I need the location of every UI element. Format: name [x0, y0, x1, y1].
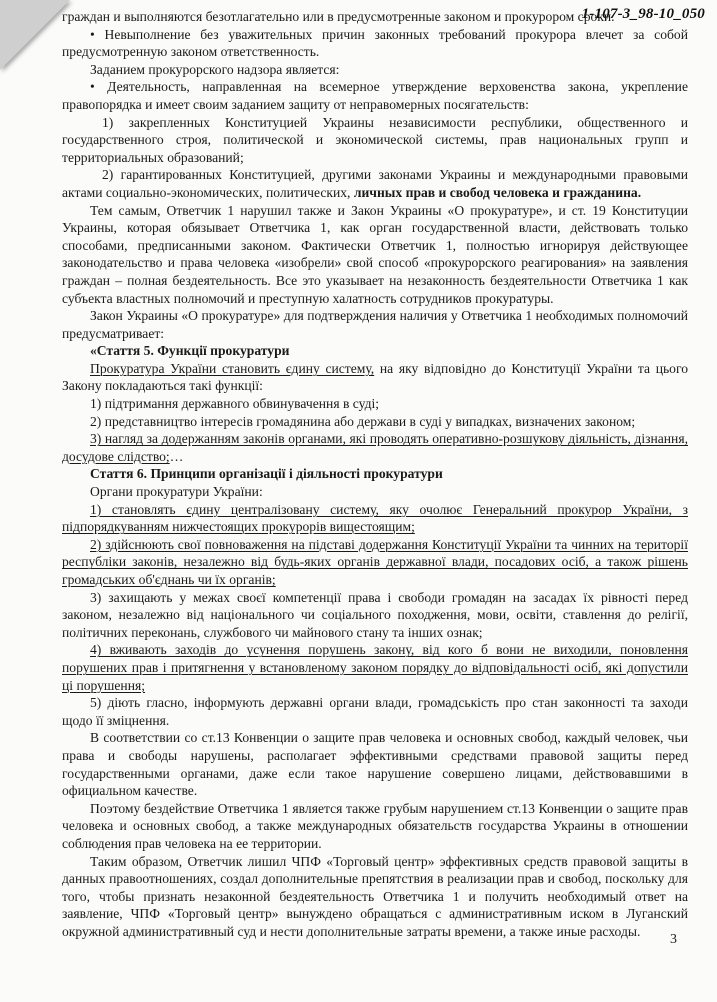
article-5-intro-rest: на яку відповідно до Конституції України та цього Закону покладаються такі функції: [62, 360, 689, 394]
article-6-intro: Органи прокуратури України: [90, 484, 263, 500]
article-6-item-2-text: 2) здійснюють свої повноваження на підставі додержання Конституції України та чинних на території республіки законів, незалежно від будь-яких органів державної влади, посадових осіб, а також рішень громадських об'єднань чи їх органів; [62, 536, 688, 587]
document-body [62, 8, 688, 940]
article-5-item-3 [62, 430, 688, 465]
paragraph-convention-violation: Поэтому бездействие Ответчика 1 является также грубым нарушением ст.13 Конвенции о защите прав человека и основных свобод, а также международных обязательств государства Украины в отношении соблюдения прав человека на ее территории. [62, 800, 688, 851]
paragraph-item-2 [62, 166, 688, 201]
paragraph-item-2-text: 2) гарантированных Конституцией, другими законами Украины и международными правовыми актами социально-экономических, политических, [62, 167, 688, 200]
folded-corner [0, 0, 70, 70]
article-5-intro-underlined: Прокуратура України становить єдину систему, [90, 360, 375, 376]
article-5-item-3-text: 3) нагляд за додержанням законів органами, які проводять оперативно-розшукову діяльність, дізнання, досудове слідство; [62, 431, 688, 464]
paragraph-item-1: 1) закрепленных Конституцией Украины независимости республики, общественного и государственного строя, политической и экономической системы, прав национальных групп и территориальных образований; [62, 114, 688, 165]
article-6-item-4-text: 4) вживають заходів до усунення порушень закону, від кого б вони не виходили, поновлення порушених прав і притягнення у встановленому законом порядку до відповідальності осіб, які допустили ці порушення; [62, 642, 688, 693]
article-6-item-1-text: 1) становлять єдину централізовану систему, яку очолює Генеральний прокурор України, з підпорядкуванням нижчестоящих прокурорів вищестоящим; [62, 501, 688, 535]
article-6-item-1 [62, 501, 688, 536]
article-6-item-5: 5) діють гласно, інформують державні органи влади, громадськість про стан законності та заходи щодо її зміцнення. [62, 695, 688, 728]
paragraph-supervision-heading: Заданием прокурорского надзора является: [90, 61, 340, 77]
article-5-item-2: 2) представництво інтересів громадянина або держави в суді у випадках, визначених законом; [90, 413, 636, 429]
page-number: 3 [670, 932, 677, 947]
paragraph-liability: • Невыполнение без уважительных причин законных требований прокурора влечет за собой предусмотренную законом ответственность. [62, 26, 688, 60]
paragraph-law-reference: Закон Украины «О прокуратуре» для подтверждения наличия у Ответчика 1 необходимых полномочий предусматривает: [62, 308, 688, 341]
paragraph-supervision-activity: • Деятельность, направленная на всемерное утверждение верховенства закона, укрепление правопорядка и имеет своим заданием защиту от неправомерных посягательств: [62, 79, 688, 112]
document-reference-stamp: 1-107-3_98-10_050 [581, 6, 705, 22]
paragraph-conclusion: Таким образом, Ответчик лишил ЧПФ «Торговый центр» эффективных средств правовой защиты в данных правоотношениях, создал дополнительные препятствия в реализации прав и свобод, поскольку для того, чтобы признать незаконной бездеятельность Ответчика 1 и получить необходимый ответ на заявление, ЧПФ «Торговый центр» вынуждено обращаться с административным иском в Луганский окружной административный суд и нести дополнительные затраты времени, а также иные расходы. [62, 853, 688, 939]
article-6-item-4 [62, 641, 688, 694]
paragraph-violation: Тем самым, Ответчик 1 нарушил также и Закон Украины «О прокуратуре», и ст. 19 Конституции Украины, которая обязывает Ответчика 1, как орган государственной власти, действовать только способами, предписанными законом. Фактически Ответчик 1, полностью игнорируя действующее законодательство и права человека «изобрели» свой способ «прокурорского реагирования» на заявления граждан – полная бездеятельность. Все это указывает на незаконность бездеятельности Ответчика 1 как субъекта властных полномочий и преступную халатность сотрудников прокуратуры. [62, 202, 688, 306]
article-6-item-2 [62, 536, 688, 589]
article-5-heading: «Стаття 5. Функції прокуратури [90, 343, 290, 359]
article-6-heading: Стаття 6. Принципи організації і діяльності прокуратури [90, 466, 443, 482]
article-5-item-3-ellipsis: … [169, 448, 184, 464]
paragraph-intro: граждан и выполняются безотлагательно или в предусмотренные законом и прокурором сроки. [62, 9, 615, 24]
article-5-item-1: 1) підтримання державного обвинувачення в суді; [90, 396, 380, 412]
article-5-intro [62, 360, 688, 395]
paragraph-item-2-bold: личных прав и свобод человека и гражданина. [353, 184, 642, 200]
article-6-item-3: 3) захищають у межах своєї компетенції права і свободи громадян на засадах їх рівності перед законом, незалежно від національного чи соціального походження, мови, освіти, ставлення до релігії, політичних переконань, службового чи майнового стану та інших ознак; [62, 589, 688, 640]
paragraph-convention: В соответствии со ст.13 Конвенции о защите прав человека и основных свобод, каждый человек, чьи права и свободы нарушены, располагает эффективными средствами правовой защиты перед государственными органами, даже если такое нарушение совершено лицами, действовавшими в официальном качестве. [62, 730, 688, 799]
